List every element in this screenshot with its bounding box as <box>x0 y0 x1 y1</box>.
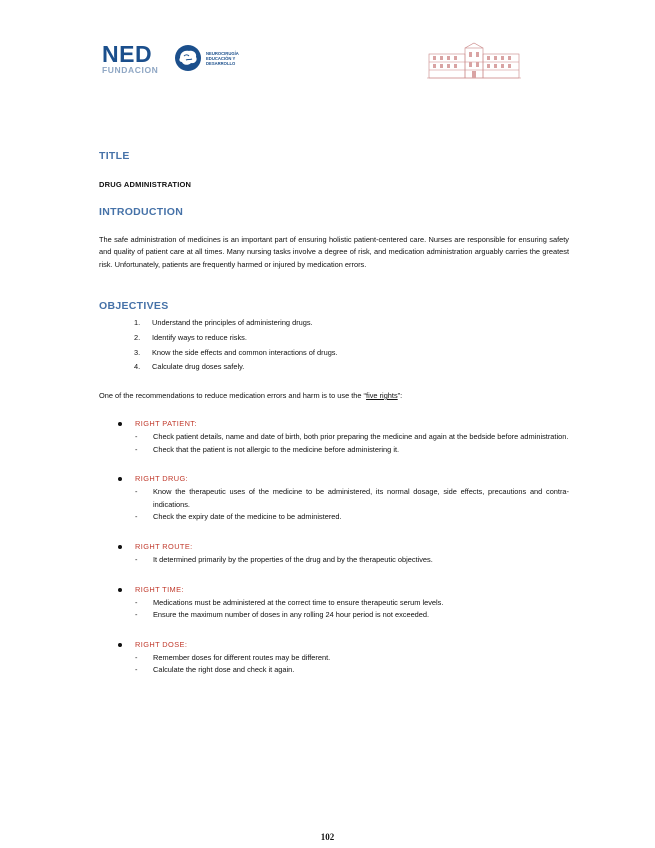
list-item-text: Remember doses for different routes may be different. <box>153 652 331 662</box>
right-items <box>99 652 569 677</box>
five-rights-term: five rights <box>366 391 398 400</box>
dash-icon: - <box>135 597 138 607</box>
hospital-building-icon <box>425 40 523 84</box>
objective-number: 3. <box>134 347 141 357</box>
right-items <box>99 486 569 524</box>
bullet-icon <box>118 422 122 426</box>
objective-item <box>134 331 338 346</box>
dash-icon: - <box>135 554 138 564</box>
dash-icon: - <box>135 610 138 620</box>
right-title <box>99 418 569 430</box>
objective-text: Calculate drug doses safely. <box>152 362 245 372</box>
recommendation-sentence <box>99 391 402 400</box>
right-title <box>99 639 569 651</box>
bullet-icon <box>118 588 122 592</box>
right-title-text: RIGHT TIME: <box>135 584 184 594</box>
objective-number: 4. <box>134 362 141 372</box>
list-item <box>99 597 569 610</box>
list-item-text: Medications must be administered at the correct time to ensure therapeutic serum levels. <box>153 597 444 607</box>
list-item <box>99 554 569 567</box>
dash-icon: - <box>135 652 138 662</box>
list-item-text: Check patient details, name and date of birth, both prior preparing the medicine and again at the bedside before administration. <box>153 432 569 441</box>
list-item <box>99 431 569 444</box>
objective-text: Identify ways to reduce risks. <box>152 332 247 342</box>
right-title-text: RIGHT DOSE: <box>135 639 188 649</box>
dash-icon: - <box>135 665 138 675</box>
objective-item <box>134 346 338 361</box>
title-heading: TITLE <box>99 150 130 162</box>
objective-item <box>134 360 338 375</box>
list-item-text: Know the therapeutic uses of the medicine to be administered, its normal dosage, side effects, precautions and contra-indications. <box>153 487 569 509</box>
list-item-text: It determined primarily by the properties of the drug and by the therapeutic objectives. <box>153 554 433 564</box>
bullet-icon <box>118 643 122 647</box>
right-time-section <box>99 584 569 622</box>
list-item-text: Check that the patient is not allergic to the medicine before administering it. <box>153 444 400 454</box>
dash-icon: - <box>135 432 138 441</box>
right-dose-section <box>99 639 569 677</box>
objectives-heading: OBJECTIVES <box>99 300 169 312</box>
right-items <box>99 431 569 456</box>
introduction-paragraph: The safe administration of medicines is an important part of ensuring holistic patient-centered care. Nurses are responsible for ensuring safety and quality of patient care at all times. Many nursing tasks involve a degree of risk, and medication administration arguably carries the greatest risk. Unfortunately, patients are frequently harmed or injured by medication errors. <box>99 235 569 269</box>
objective-text: Know the side effects and common interactions of drugs. <box>152 347 338 357</box>
brain-globe-icon <box>174 44 202 72</box>
objectives-list <box>134 316 338 375</box>
right-title-text: RIGHT PATIENT: <box>135 419 197 428</box>
objective-item <box>134 316 338 331</box>
right-title-text: RIGHT DRUG: <box>135 474 189 484</box>
list-item <box>99 511 569 524</box>
right-items <box>99 554 569 567</box>
right-items <box>99 597 569 622</box>
right-drug-section <box>99 473 569 524</box>
right-title <box>99 584 569 596</box>
logo-sub-text: FUNDACION <box>102 65 159 75</box>
right-patient-section <box>99 418 569 456</box>
objective-number: 2. <box>134 332 141 342</box>
introduction-heading: INTRODUCTION <box>99 206 184 218</box>
list-item <box>99 664 569 677</box>
five-rights-list <box>99 418 569 694</box>
document-title: DRUG ADMINISTRATION <box>99 180 192 189</box>
dash-icon: - <box>135 444 138 454</box>
list-item <box>99 486 569 511</box>
list-item <box>99 652 569 665</box>
list-item-text: Check the expiry date of the medicine to be administered. <box>153 512 342 522</box>
objective-text: Understand the principles of administering drugs. <box>152 318 313 327</box>
right-title <box>99 473 569 485</box>
list-item <box>99 609 569 622</box>
list-item-text: Ensure the maximum number of doses in any rolling 24 hour period is not exceeded. <box>153 610 430 620</box>
ned-foundation-logo <box>102 42 272 86</box>
right-title <box>99 541 569 553</box>
objective-number: 1. <box>134 318 141 327</box>
right-title-text: RIGHT ROUTE: <box>135 541 193 551</box>
bullet-icon <box>118 545 122 549</box>
dash-icon: - <box>135 487 138 497</box>
logo-tagline: NEUROCIRUGÍA EDUCACIÓN Y DESARROLLO <box>206 51 239 66</box>
logo-main-text: NED <box>102 41 153 67</box>
right-route-section <box>99 541 569 567</box>
list-item <box>99 444 569 457</box>
recommendation-end: ”: <box>397 391 403 400</box>
list-item-text: Calculate the right dose and check it again. <box>153 665 295 675</box>
recommendation-text: One of the recommendations to reduce medication errors and harm is to use the “ <box>99 391 367 400</box>
page-number: 102 <box>320 832 335 842</box>
dash-icon: - <box>135 512 138 522</box>
bullet-icon <box>118 477 122 481</box>
